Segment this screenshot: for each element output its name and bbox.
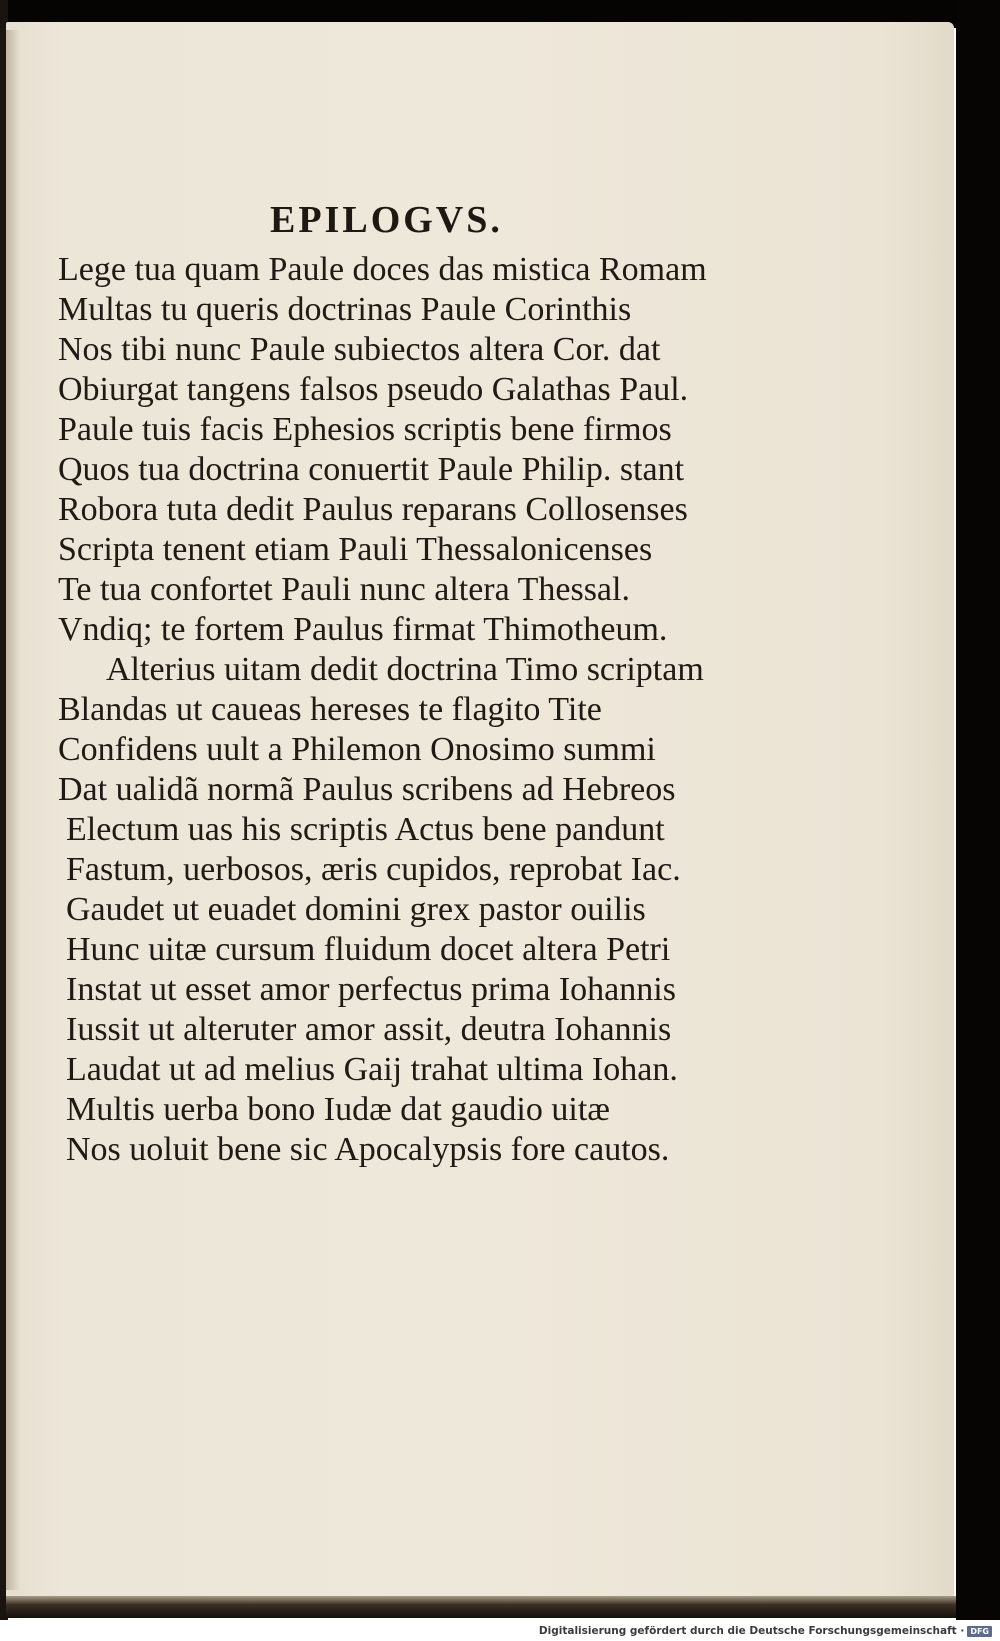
page-bottom-edge bbox=[6, 1596, 956, 1618]
verse-line: Scripta tenent etiam Pauli Thessalonicenses bbox=[58, 531, 653, 568]
verse-line: Blandas ut caueas hereses te flagito Tite bbox=[58, 691, 602, 728]
dfg-logo: DFG bbox=[967, 1626, 992, 1637]
verse-line: Vndiq; te fortem Paulus firmat Thimotheum. bbox=[58, 611, 668, 648]
verse-line: Instat ut esset amor perfectus prima Iohannis bbox=[66, 971, 676, 1008]
verse-line: Hunc uitæ cursum fluidum docet altera Petri bbox=[66, 931, 671, 968]
verse-line: Confidens uult a Philemon Onosimo summi bbox=[58, 731, 656, 768]
page-heading: EPILOGVS. bbox=[270, 199, 503, 241]
verse-line: Iussit ut alteruter amor assit, deutra Iohannis bbox=[66, 1011, 672, 1048]
verse-line: Nos uoluit bene sic Apocalypsis fore cautos. bbox=[66, 1131, 670, 1168]
verse-line: Te tua confortet Pauli nunc altera Thessal. bbox=[58, 571, 630, 608]
verse-line: Electum uas his scriptis Actus bene pandunt bbox=[66, 811, 665, 848]
verse-line: Dat ualidã normã Paulus scribens ad Hebreos bbox=[58, 771, 676, 808]
verse-line: Obiurgat tangens falsos pseudo Galathas Paul. bbox=[58, 371, 689, 408]
verse-line: Alterius uitam dedit doctrina Timo scriptam bbox=[106, 651, 704, 688]
verse-line: Multas tu queris doctrinas Paule Corinthis bbox=[58, 291, 632, 328]
verse-line: Gaudet ut euadet domini grex pastor ouilis bbox=[66, 891, 646, 928]
credit-text: Digitalisierung gefördert durch die Deutsche Forschungsgemeinschaft · bbox=[538, 1625, 965, 1637]
verse-line: Lege tua quam Paule doces das mistica Romam bbox=[58, 251, 707, 288]
verse-line: Paule tuis facis Ephesios scriptis bene firmos bbox=[58, 411, 672, 448]
digitization-credit bbox=[539, 1623, 992, 1639]
verse-line: Multis uerba bono Iudæ dat gaudio uitæ bbox=[66, 1091, 610, 1128]
verse-line: Nos tibi nunc Paule subiectos altera Cor. dat bbox=[58, 331, 661, 368]
verse-line: Laudat ut ad melius Gaij trahat ultima Iohan. bbox=[66, 1051, 678, 1088]
verse-line: Robora tuta dedit Paulus reparans Collosenses bbox=[58, 491, 688, 528]
scan-border-right bbox=[956, 0, 1000, 1620]
verse-line: Fastum, uerbosos, æris cupidos, reprobat Iac. bbox=[66, 851, 681, 888]
verse-list bbox=[58, 250, 848, 1170]
gutter-shadow bbox=[6, 30, 20, 1590]
verse-line: Quos tua doctrina conuertit Paule Philip. stant bbox=[58, 451, 685, 488]
